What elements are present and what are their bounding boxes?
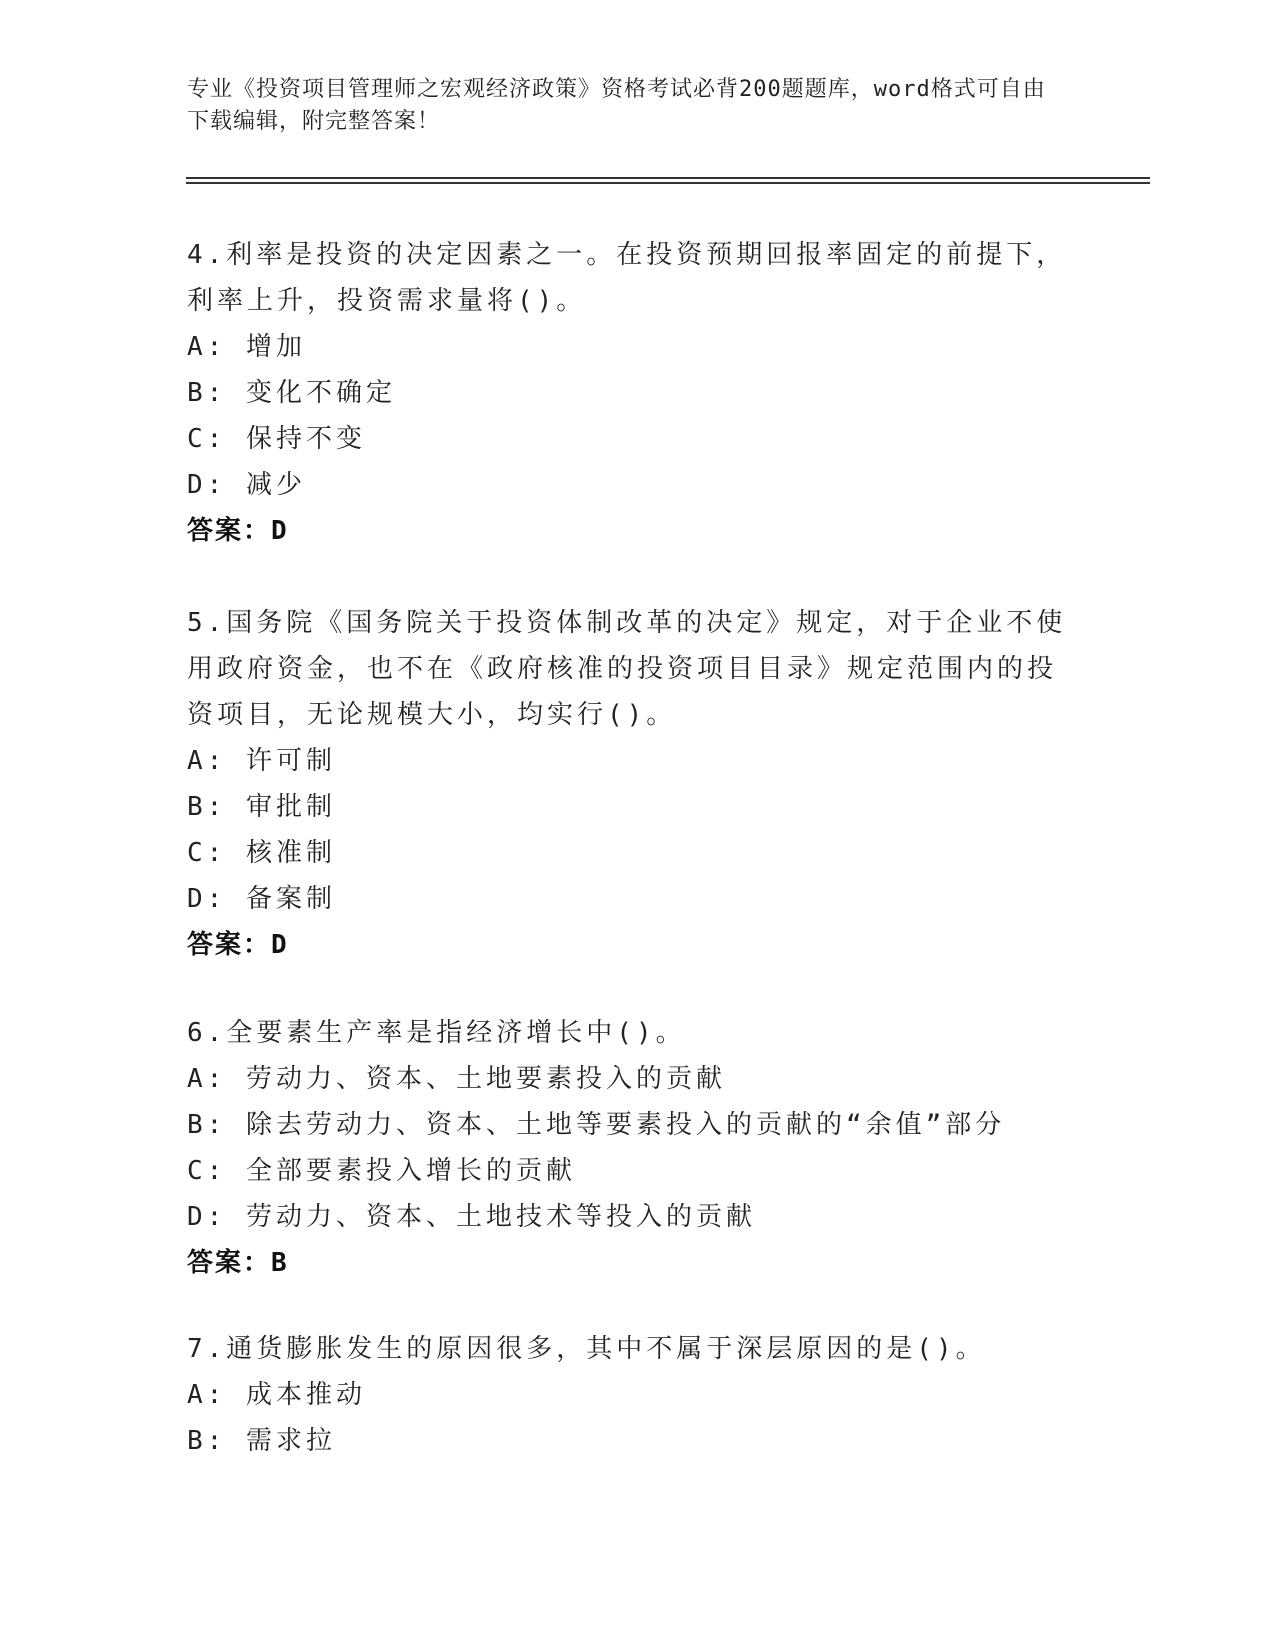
- question-stem: 6.全要素生产率是指经济增长中()。: [187, 1018, 686, 1048]
- option-key: D:: [187, 1202, 227, 1232]
- option-d: [187, 1194, 1067, 1240]
- option-a: [187, 1056, 1067, 1102]
- answer-line: [187, 508, 1067, 554]
- question-stem: 4.利率是投资的决定因素之一。在投资预期回报率固定的前提下，利率上升，投资需求量将()。: [187, 240, 1067, 316]
- option-key: B:: [187, 1110, 227, 1140]
- option-key: B:: [187, 378, 227, 408]
- header-rule-top: [186, 177, 1150, 179]
- option-d: [187, 462, 1067, 508]
- option-text: 减少: [245, 470, 306, 500]
- option-text: 保持不变: [245, 424, 366, 454]
- answer-label: 答案：: [187, 516, 272, 546]
- option-key: D:: [187, 470, 227, 500]
- answer-label: 答案：: [187, 1248, 272, 1278]
- option-text: 备案制: [245, 884, 336, 914]
- option-text: 需求拉: [245, 1426, 336, 1456]
- option-text: 劳动力、资本、土地要素投入的贡献: [245, 1064, 726, 1094]
- option-text: 增加: [245, 332, 306, 362]
- option-a: [187, 738, 1067, 784]
- option-text: 许可制: [245, 746, 336, 776]
- option-key: B:: [187, 1426, 227, 1456]
- option-d: [187, 876, 1067, 922]
- option-text: 除去劳动力、资本、土地等要素投入的贡献的“余值”部分: [245, 1110, 1006, 1140]
- document-header: 专业《投资项目管理师之宏观经济政策》资格考试必背200题题库，word格式可自由下载编辑，附完整答案！: [187, 77, 1046, 134]
- option-key: C:: [187, 424, 227, 454]
- option-b: [187, 370, 1067, 416]
- question-4: [187, 232, 1067, 554]
- option-c: [187, 1148, 1067, 1194]
- option-b: [187, 1418, 1067, 1464]
- option-b: [187, 1102, 1067, 1148]
- answer-value: B: [271, 1248, 289, 1278]
- option-key: A:: [187, 746, 227, 776]
- option-key: B:: [187, 792, 227, 822]
- answer-line: [187, 922, 1067, 968]
- option-b: [187, 784, 1067, 830]
- question-stem: 5.国务院《国务院关于投资体制改革的决定》规定，对于企业不使用政府资金，也不在《政府核准的投资项目目录》规定范围内的投资项目，无论规模大小，均实行()。: [187, 608, 1067, 730]
- option-key: A:: [187, 1380, 227, 1410]
- question-stem: 7.通货膨胀发生的原因很多，其中不属于深层原因的是()。: [187, 1334, 986, 1364]
- option-key: C:: [187, 1156, 227, 1186]
- answer-value: D: [271, 930, 289, 960]
- option-text: 全部要素投入增长的贡献: [245, 1156, 576, 1186]
- question-6: [187, 1010, 1067, 1286]
- question-7: [187, 1326, 1067, 1464]
- option-c: [187, 416, 1067, 462]
- option-key: A:: [187, 332, 227, 362]
- question-5: [187, 600, 1067, 968]
- option-key: D:: [187, 884, 227, 914]
- answer-line: [187, 1240, 1067, 1286]
- option-text: 成本推动: [245, 1380, 366, 1410]
- option-a: [187, 1372, 1067, 1418]
- answer-label: 答案：: [187, 930, 272, 960]
- option-key: C:: [187, 838, 227, 868]
- option-key: A:: [187, 1064, 227, 1094]
- header-rule-bottom: [186, 182, 1150, 184]
- option-text: 变化不确定: [245, 378, 396, 408]
- option-text: 核准制: [245, 838, 336, 868]
- option-c: [187, 830, 1067, 876]
- option-a: [187, 324, 1067, 370]
- answer-value: D: [271, 516, 289, 546]
- option-text: 劳动力、资本、土地技术等投入的贡献: [245, 1202, 756, 1232]
- option-text: 审批制: [245, 792, 336, 822]
